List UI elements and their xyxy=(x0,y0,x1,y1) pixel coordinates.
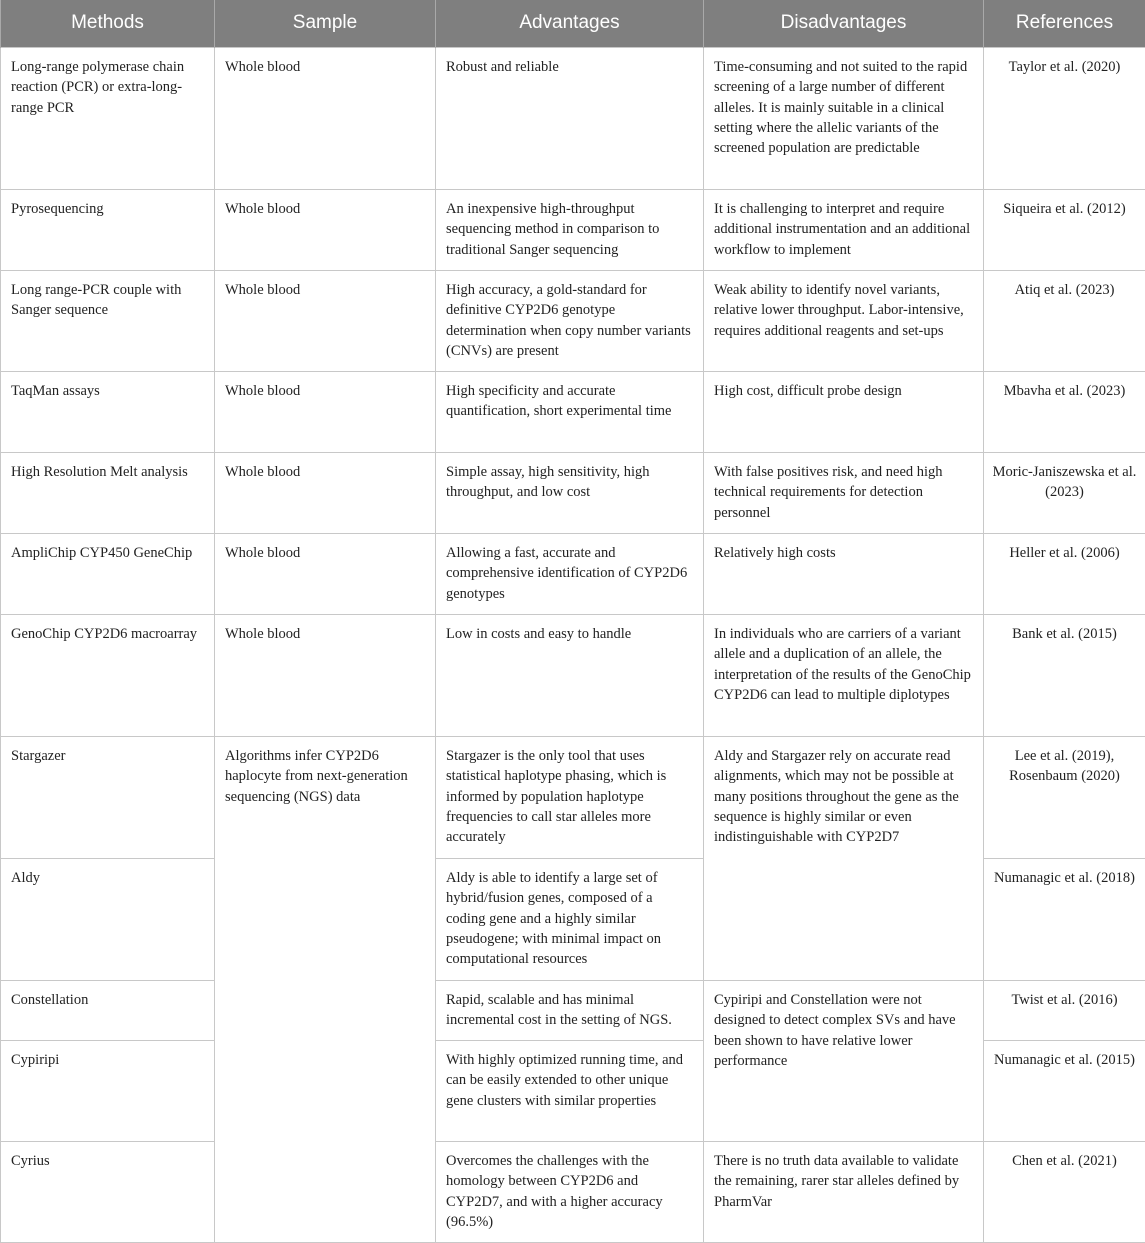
method-cell: TaqMan assays xyxy=(1,372,215,453)
reference-cell: Atiq et al. (2023) xyxy=(984,271,1145,372)
reference-cell: Bank et al. (2015) xyxy=(984,615,1145,737)
advantages-cell: Robust and reliable xyxy=(436,48,704,190)
method-cell: Long-range polymerase chain reaction (PCR) or extra-long-range PCR xyxy=(1,48,215,190)
table-row xyxy=(1,1142,1145,1243)
advantages-cell: Overcomes the challenges with the homology between CYP2D6 and CYP2D7, and with a higher accuracy (96.5%) xyxy=(436,1142,704,1243)
disadvantages-cell: Weak ability to identify novel variants, relative lower throughput. Labor-intensive, requires additional reagents and set-ups xyxy=(704,271,984,372)
advantages-cell: High accuracy, a gold-standard for definitive CYP2D6 genotype determination when copy number variants (CNVs) are present xyxy=(436,271,704,372)
disadvantages-cell: There is no truth data available to validate the remaining, rarer star alleles defined by PharmVar xyxy=(704,1142,984,1243)
method-cell: GenoChip CYP2D6 macroarray xyxy=(1,615,215,737)
reference-cell: Numanagic et al. (2015) xyxy=(984,1041,1145,1142)
reference-cell: Moric-Janiszewska et al. (2023) xyxy=(984,453,1145,534)
table-row xyxy=(1,981,1145,1041)
table-row xyxy=(1,737,1145,859)
disadvantages-cell: In individuals who are carriers of a variant allele and a duplication of an allele, the interpretation of the results of the GenoChip CYP2D6 can lead to multiple diplotypes xyxy=(704,615,984,737)
advantages-cell: With highly optimized running time, and can be easily extended to other unique gene clusters with similar properties xyxy=(436,1041,704,1142)
disadvantages-cell-merged: Aldy and Stargazer rely on accurate read alignments, which may not be possible at many positions throughout the gene as the sequence is highly similar or even indistinguishable with CYP2D7 xyxy=(704,737,984,981)
method-cell: Pyrosequencing xyxy=(1,190,215,271)
method-cell: Constellation xyxy=(1,981,215,1041)
sample-cell: Whole blood xyxy=(215,372,436,453)
advantages-cell: Low in costs and easy to handle xyxy=(436,615,704,737)
sample-cell: Whole blood xyxy=(215,615,436,737)
table-row xyxy=(1,453,1145,534)
header-row xyxy=(1,0,1145,48)
header-methods: Methods xyxy=(1,0,215,48)
header-sample: Sample xyxy=(215,0,436,48)
table-row xyxy=(1,372,1145,453)
method-cell: Long range-PCR couple with Sanger sequence xyxy=(1,271,215,372)
sample-cell: Whole blood xyxy=(215,271,436,372)
disadvantages-cell: Time-consuming and not suited to the rapid screening of a large number of different alleles. It is mainly suitable in a clinical setting where the allelic variants of the screened population are predictable xyxy=(704,48,984,190)
reference-cell: Numanagic et al. (2018) xyxy=(984,859,1145,981)
method-cell: Aldy xyxy=(1,859,215,981)
header-references: References xyxy=(984,0,1145,48)
table-row xyxy=(1,48,1145,190)
header-advantages: Advantages xyxy=(436,0,704,48)
disadvantages-cell: High cost, difficult probe design xyxy=(704,372,984,453)
disadvantages-cell-merged: Cypiripi and Constellation were not designed to detect complex SVs and have been shown to have relative lower performance xyxy=(704,981,984,1142)
table-row xyxy=(1,615,1145,737)
sample-cell: Whole blood xyxy=(215,534,436,615)
method-cell: Stargazer xyxy=(1,737,215,859)
reference-cell: Lee et al. (2019), Rosenbaum (2020) xyxy=(984,737,1145,859)
advantages-cell: Allowing a fast, accurate and comprehensive identification of CYP2D6 genotypes xyxy=(436,534,704,615)
table-row xyxy=(1,190,1145,271)
sample-cell: Whole blood xyxy=(215,190,436,271)
header-disadvantages: Disadvantages xyxy=(704,0,984,48)
sample-cell-merged: Algorithms infer CYP2D6 haplocyte from next-generation sequencing (NGS) data xyxy=(215,737,436,1243)
reference-cell: Chen et al. (2021) xyxy=(984,1142,1145,1243)
reference-cell: Siqueira et al. (2012) xyxy=(984,190,1145,271)
table-row xyxy=(1,534,1145,615)
table-row xyxy=(1,271,1145,372)
advantages-cell: An inexpensive high-throughput sequencing method in comparison to traditional Sanger sequencing xyxy=(436,190,704,271)
sample-cell: Whole blood xyxy=(215,48,436,190)
reference-cell: Taylor et al. (2020) xyxy=(984,48,1145,190)
advantages-cell: Aldy is able to identify a large set of hybrid/fusion genes, composed of a coding gene and a highly similar pseudogene; with minimal impact on computational resources xyxy=(436,859,704,981)
advantages-cell: Stargazer is the only tool that uses statistical haplotype phasing, which is informed by population haplotype frequencies to call star alleles more accurately xyxy=(436,737,704,859)
method-cell: Cypiripi xyxy=(1,1041,215,1142)
disadvantages-cell: Relatively high costs xyxy=(704,534,984,615)
advantages-cell: Rapid, scalable and has minimal incremental cost in the setting of NGS. xyxy=(436,981,704,1041)
method-cell: Cyrius xyxy=(1,1142,215,1243)
method-cell: AmpliChip CYP450 GeneChip xyxy=(1,534,215,615)
disadvantages-cell: It is challenging to interpret and require additional instrumentation and an additional workflow to implement xyxy=(704,190,984,271)
reference-cell: Heller et al. (2006) xyxy=(984,534,1145,615)
reference-cell: Twist et al. (2016) xyxy=(984,981,1145,1041)
disadvantages-cell: With false positives risk, and need high technical requirements for detection personnel xyxy=(704,453,984,534)
reference-cell: Mbavha et al. (2023) xyxy=(984,372,1145,453)
method-cell: High Resolution Melt analysis xyxy=(1,453,215,534)
advantages-cell: High specificity and accurate quantification, short experimental time xyxy=(436,372,704,453)
sample-cell: Whole blood xyxy=(215,453,436,534)
advantages-cell: Simple assay, high sensitivity, high throughput, and low cost xyxy=(436,453,704,534)
